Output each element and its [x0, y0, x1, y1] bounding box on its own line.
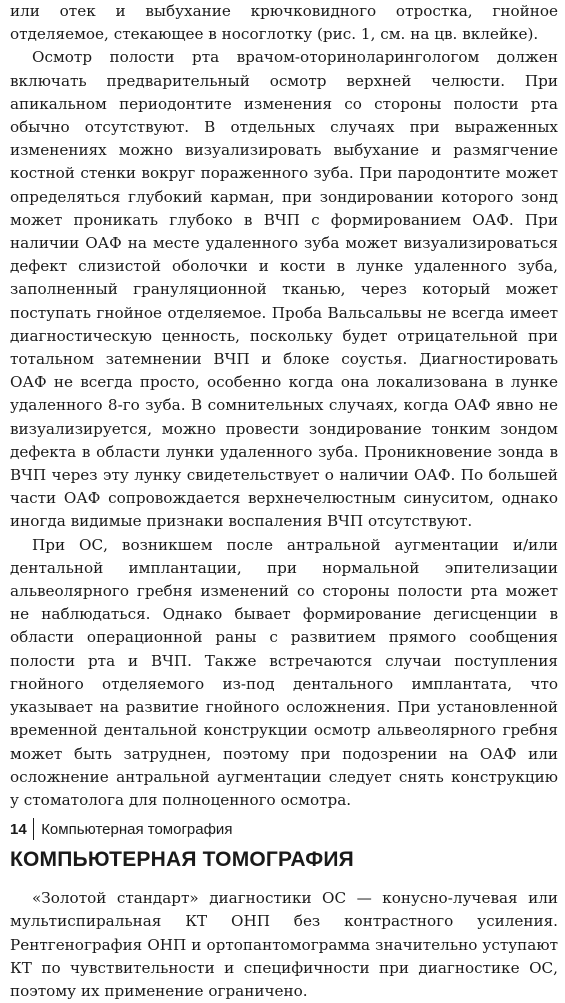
page-number: 14	[10, 820, 27, 838]
page-body	[10, 0, 558, 1003]
footer-divider	[33, 818, 35, 840]
paragraph-continuation: или отек и выбухание крючковидного отростка, гнойное отделяемое, стекающее в носоглотку (рис. 1, см. на цв. вклейке).	[10, 2, 558, 44]
page-footer	[10, 818, 232, 840]
running-title: Компьютерная томография	[41, 820, 233, 838]
paragraph-oral-exam: Осмотр полости рта врачом-оториноларингологом должен включать предварительный осмотр верхней челюсти. При апикальном периодонтите изменения со стороны полости рта обычно отсутствуют. В отдельных случаях при выраженных изменениях можно визуализировать выбухание и размягчение костной стенки вокруг пораженного зуба. При пародонтите может определяться глубокий карман, при зондировании которого зонд может проникать глубоко в ВЧП с формированием ОАФ. При наличии ОАФ на месте удаленного зуба может визуализироваться дефект слизистой оболочки и кости в лунке удаленного зуба, заполненный грануляционной тканью, через который может поступать гнойное отделяемое. Проба Вальсальвы не всегда имеет диагностическую ценность, поскольку будет отрицательной при тотальном затемнении ВЧП и блоке соустья. Диагностировать ОАФ не всегда просто, особенно когда она локализована в лунке удаленного 8-го зуба. В сомнительных случаях, когда ОАФ явно не визуализируется, можно провести зондирование тонким зондом дефекта в области лунки удаленного зуба. Проникновение зонда в ВЧП через эту лунку свидетельствует о наличии ОАФ. По большей части ОАФ сопровождается верхнечелюстным синуситом, однако иногда видимые признаки воспаления ВЧП отсутствуют.	[10, 48, 558, 531]
paragraph-augmentation: При ОС, возникшем после антральной аугментации и/или дентальной имплантации, при нормальной эпителизации альвеолярного гребня изменений со стороны полости рта может не наблюдаться. Однако бывает формирование дегисценции в области операционной раны с развитием прямого сообщения полости рта и ВЧП. Также встречаются случаи поступления гнойного отделяемого из-под дентального имплантата, что указывает на развитие гнойного осложнения. При установленной временной дентальной конструкции осмотр альвеолярного гребня может быть затруднен, поэтому при подозрении на ОАФ или осложнение антральной аугментации следует снять конструкцию у стоматолога для полноценного осмотра.	[10, 535, 558, 809]
section-heading: КОМПЬЮТЕРНАЯ ТОМОГРАФИЯ	[10, 848, 354, 872]
paragraph-ct: «Золотой стандарт» диагностики ОС — конусно-лучевая или мультиспиральная КТ ОНП без контрастного усиления. Рентгенография ОНП и ортопантомограмма значительно уступают КТ по чувствительности и специфичности при диагностике ОС, поэтому их применение ограничено.	[10, 889, 558, 1000]
